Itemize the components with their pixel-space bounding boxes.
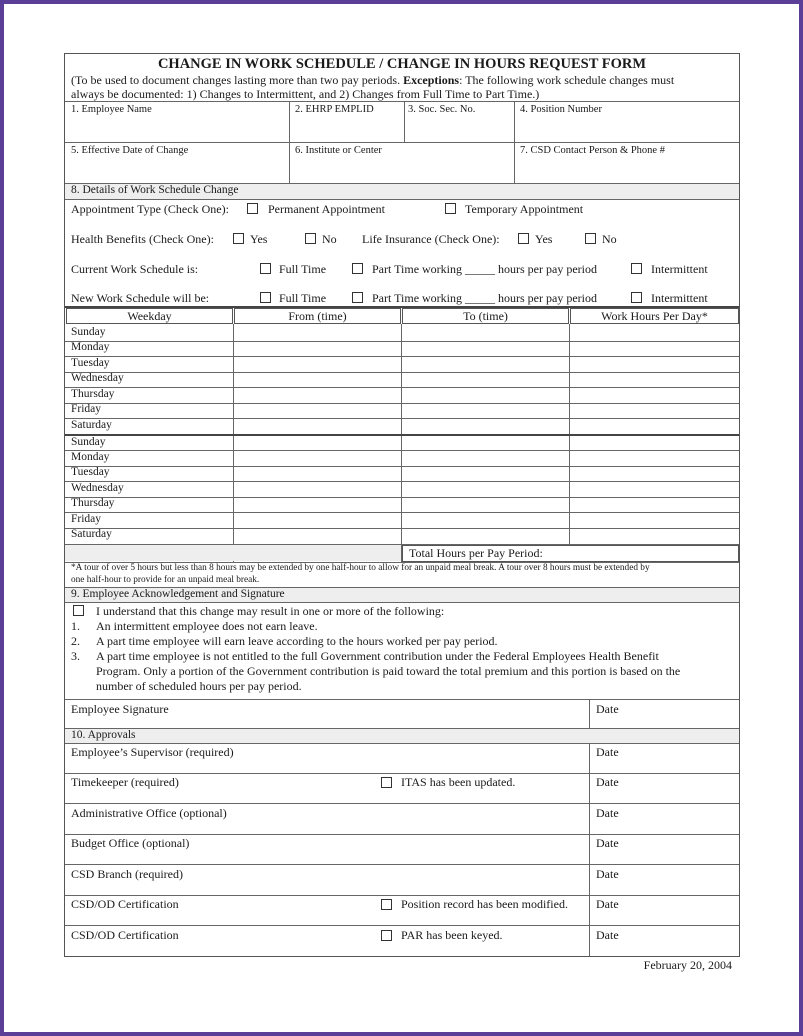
week1-row-monday: Monday (71, 341, 110, 353)
admin-office-signature-field[interactable]: Administrative Office (optional) (71, 806, 227, 820)
understand-text: I understand that this change may result in one or more of the following: (96, 604, 445, 618)
health-yes-checkbox[interactable] (233, 233, 244, 244)
appointment-type-label: Appointment Type (Check One): (71, 202, 229, 216)
employee-name-field[interactable]: 1. Employee Name (71, 104, 152, 115)
life-no-checkbox[interactable] (585, 233, 596, 244)
position-record-checkbox[interactable] (381, 899, 392, 910)
new-parttime-label: Part Time working _____ hours per pay period (372, 291, 597, 305)
health-no-label: No (322, 232, 337, 246)
new-schedule-label: New Work Schedule will be: (71, 291, 210, 305)
item3-text-line2: Program. Only a portion of the Government contribution is paid toward the total premium and this portion is based on the (96, 664, 681, 678)
week1-row-tuesday: Tuesday (71, 357, 110, 369)
csd-contact-field[interactable]: 7. CSD Contact Person & Phone # (520, 145, 665, 156)
timekeeper-signature-field[interactable]: Timekeeper (required) (71, 775, 179, 789)
section10-title: 10. Approvals (71, 729, 136, 741)
budget-office-signature-field[interactable]: Budget Office (optional) (71, 836, 190, 850)
current-parttime-label: Part Time working _____ hours per pay period (372, 262, 597, 276)
position-record-label: Position record has been modified. (401, 897, 568, 911)
header-work-hours: Work Hours Per Day* (601, 309, 708, 323)
header-weekday: Weekday (127, 309, 172, 323)
week2-row-tuesday: Tuesday (71, 466, 110, 478)
instructions-line1 (71, 73, 674, 88)
temporary-label: Temporary Appointment (465, 202, 584, 216)
health-no-checkbox[interactable] (305, 233, 316, 244)
instructions-pre: (To be used to document changes lasting more than two pay periods. (71, 73, 401, 87)
new-fulltime-label: Full Time (279, 291, 327, 305)
current-fulltime-checkbox[interactable] (260, 263, 271, 274)
budget-office-date[interactable]: Date (596, 836, 619, 850)
institute-field[interactable]: 6. Institute or Center (295, 145, 382, 156)
item3-text-line3: number of scheduled hours per pay period. (96, 679, 302, 693)
csdod-cert2-date[interactable]: Date (596, 928, 619, 942)
employee-signature-date[interactable]: Date (596, 702, 619, 716)
footnote-line1: *A tour of over 5 hours but less than 8 hours may be extended by one half-hour to allow for an unpaid meal break. A tour over 8 hours must be extended by (71, 563, 650, 573)
health-yes-label: Yes (250, 232, 268, 246)
life-no-label: No (602, 232, 617, 246)
week2-row-thursday: Thursday (71, 497, 115, 509)
new-parttime-checkbox[interactable] (352, 292, 363, 303)
week2-row-wednesday: Wednesday (71, 482, 124, 494)
csd-branch-date[interactable]: Date (596, 867, 619, 881)
supervisor-signature-field[interactable]: Employee’s Supervisor (required) (71, 745, 234, 759)
instructions-exceptions: Exceptions (403, 73, 460, 87)
ehrp-emplid-field[interactable]: 2. EHRP EMPLID (295, 104, 374, 115)
life-yes-label: Yes (535, 232, 553, 246)
life-yes-checkbox[interactable] (518, 233, 529, 244)
week2-row-friday: Friday (71, 513, 102, 525)
total-hours-label: Total Hours per Pay Period: (409, 546, 543, 560)
week2-row-saturday: Saturday (71, 528, 112, 540)
health-benefits-label: Health Benefits (Check One): (71, 232, 214, 246)
permanent-checkbox[interactable] (247, 203, 258, 214)
section9-title: 9. Employee Acknowledgement and Signature (71, 588, 285, 600)
ssn-field[interactable]: 3. Soc. Sec. No. (408, 104, 476, 115)
timekeeper-date[interactable]: Date (596, 775, 619, 789)
week2-row-monday: Monday (71, 451, 110, 463)
itas-checkbox[interactable] (381, 777, 392, 788)
current-parttime-checkbox[interactable] (352, 263, 363, 274)
footnote-line2: one half-hour to provide for an unpaid meal break. (71, 575, 260, 585)
item2-text: A part time employee will earn leave according to the hours worked per pay period. (96, 634, 498, 648)
par-keyed-checkbox[interactable] (381, 930, 392, 941)
csdod-cert1-date[interactable]: Date (596, 897, 619, 911)
position-number-field[interactable]: 4. Position Number (520, 104, 602, 115)
new-intermittent-label: Intermittent (651, 291, 708, 305)
par-keyed-label: PAR has been keyed. (401, 928, 503, 942)
current-intermittent-checkbox[interactable] (631, 263, 642, 274)
section8-title: 8. Details of Work Schedule Change (71, 184, 239, 196)
new-fulltime-checkbox[interactable] (260, 292, 271, 303)
current-schedule-label: Current Work Schedule is: (71, 262, 199, 276)
form-title: CHANGE IN WORK SCHEDULE / CHANGE IN HOURS REQUEST FORM (157, 56, 647, 72)
instructions-line2: always be documented: 1) Changes to Intermittent, and 2) Changes from Full Time to Part Time.) (71, 87, 540, 101)
instructions-post: : The following work schedule changes must (459, 73, 675, 87)
itas-label: ITAS has been updated. (401, 775, 516, 789)
item1-number: 1. (71, 619, 80, 633)
understand-checkbox[interactable] (73, 605, 84, 616)
current-fulltime-label: Full Time (279, 262, 327, 276)
csd-branch-signature-field[interactable]: CSD Branch (required) (71, 867, 183, 881)
csdod-cert1-signature-field[interactable]: CSD/OD Certification (71, 897, 179, 911)
item2-number: 2. (71, 634, 80, 648)
request-form (64, 53, 740, 957)
csdod-cert2-signature-field[interactable]: CSD/OD Certification (71, 928, 179, 942)
temporary-checkbox[interactable] (445, 203, 456, 214)
week2-row-sunday: Sunday (71, 436, 106, 448)
week1-row-saturday: Saturday (71, 419, 112, 431)
week1-row-thursday: Thursday (71, 388, 115, 400)
item3-number: 3. (71, 649, 80, 663)
admin-office-date[interactable]: Date (596, 806, 619, 820)
week1-row-friday: Friday (71, 403, 102, 415)
new-intermittent-checkbox[interactable] (631, 292, 642, 303)
week1-row-sunday: Sunday (71, 326, 106, 338)
header-from: From (time) (288, 309, 347, 323)
current-intermittent-label: Intermittent (651, 262, 708, 276)
permanent-label: Permanent Appointment (268, 202, 385, 216)
employee-signature-field[interactable]: Employee Signature (71, 702, 169, 716)
effective-date-field[interactable]: 5. Effective Date of Change (71, 145, 189, 156)
supervisor-date[interactable]: Date (596, 745, 619, 759)
week1-row-wednesday: Wednesday (71, 372, 124, 384)
form-revision-date: February 20, 2004 (643, 958, 732, 972)
item3-text-line1: A part time employee is not entitled to the full Government contribution under the Federal Employees Health Benefit (96, 649, 659, 663)
item1-text: An intermittent employee does not earn leave. (96, 619, 318, 633)
life-insurance-label: Life Insurance (Check One): (362, 232, 500, 246)
header-to: To (time) (463, 309, 508, 323)
